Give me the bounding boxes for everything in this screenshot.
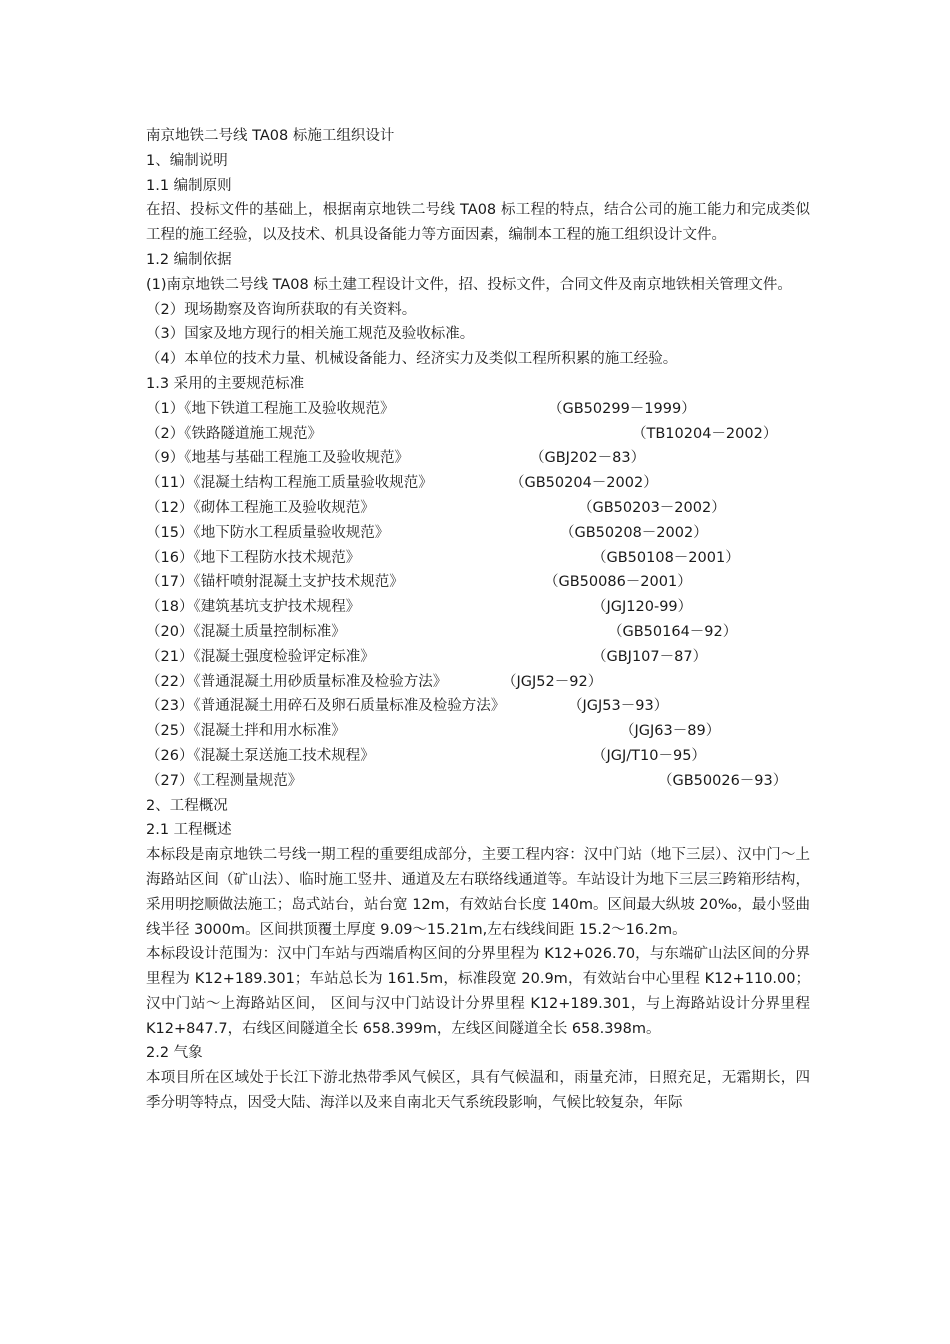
standard-row (146, 670, 810, 695)
standard-row (146, 521, 810, 546)
standard-code: （GBJ107－87） (592, 648, 708, 665)
standard-row (146, 595, 810, 620)
standard-code: （GB50208－2002） (560, 524, 708, 541)
standard-code: （GB50026－93） (658, 772, 788, 789)
standard-row (146, 446, 810, 471)
standard-name: （21）《混凝土强度检验评定标准》 (146, 648, 375, 665)
standard-row (146, 694, 810, 719)
standard-name: （17）《锚杆喷射混凝土支护技术规范》 (146, 574, 404, 591)
subsection-heading: 2.2 气象 (146, 1045, 203, 1062)
standard-row (146, 496, 810, 521)
standard-code: （JGJ63－89） (620, 723, 721, 740)
standard-row (146, 744, 810, 769)
standard-code: （JGJ/T10－95） (592, 747, 706, 764)
standard-code: （GB50204－2002） (510, 475, 658, 492)
standard-name: （25）《混凝土拌和用水标准》 (146, 723, 346, 740)
standard-code: （JGJ53－93） (568, 698, 669, 715)
subsection-heading: 2.1 工程概述 (146, 822, 232, 839)
standard-name: （18）《建筑基坑支护技术规程》 (146, 599, 361, 616)
standard-code: （GB50299－1999） (548, 400, 696, 417)
list-item: （3）国家及地方现行的相关施工规范及验收标准。 (146, 326, 475, 343)
standard-code: （GB50086－2001） (544, 574, 692, 591)
document-page (146, 124, 810, 1116)
standard-code: （JGJ52－92） (502, 673, 603, 690)
document-title: 南京地铁二号线 TA08 标施工组织设计 (146, 128, 395, 144)
standard-code: （GB50108－2001） (592, 549, 740, 566)
subsection-heading: 1.1 编制原则 (146, 177, 232, 194)
standard-row (146, 397, 810, 422)
paragraph: 本项目所在区域处于长江下游北热带季风气候区，具有气候温和，雨量充沛，日照充足，无霜期长，四季分明等特点，因受大陆、海洋以及来自南北天气系统段影响，气候比较复杂，年际 (146, 1070, 810, 1112)
standard-name: （15）《地下防水工程质量验收规范》 (146, 524, 390, 541)
section-heading: 2、工程概况 (146, 797, 228, 814)
subsection-heading: 1.2 编制依据 (146, 251, 232, 268)
standard-code: （GB50164－92） (608, 623, 738, 640)
standard-row (146, 620, 810, 645)
standard-name: （2）《铁路隧道施工规范》 (146, 425, 322, 442)
list-item: （4）本单位的技术力量、机械设备能力、经济实力及类似工程所积累的施工经验。 (146, 351, 678, 368)
standard-row (146, 769, 810, 794)
standard-name: （16）《地下工程防水技术规范》 (146, 549, 361, 566)
standard-row (146, 645, 810, 670)
standards-list (146, 397, 810, 794)
standard-name: （9）《地基与基础工程施工及验收规范》 (146, 450, 409, 467)
section-heading: 1、编制说明 (146, 152, 228, 169)
paragraph: 本标段是南京地铁二号线一期工程的重要组成部分，主要工程内容：汉中门站（地下三层）、汉中门～上海路站区间（矿山法）、临时施工竖井、通道及左右联络线通道等。车站设计为地下三层三跨箱形结构，采用明挖顺做法施工；岛式站台，站台宽 12m，有效站台长度 140m。区间最大纵坡 20‰，最小竖曲线半径 3000m。区间拱顶覆土厚度 9.09～15.21m,左右线线间距 15.2～16.2m。 (146, 847, 810, 938)
standard-row (146, 570, 810, 595)
standard-name: （23）《普通混凝土用碎石及卵石质量标准及检验方法》 (146, 698, 506, 715)
standard-name: （26）《混凝土泵送施工技术规程》 (146, 747, 375, 764)
standard-row (146, 546, 810, 571)
standard-name: （11）《混凝土结构工程施工质量验收规范》 (146, 475, 433, 492)
list-item: (1)南京地铁二号线 TA08 标土建工程设计文件，招、投标文件，合同文件及南京地铁相关管理文件。 (146, 276, 792, 293)
paragraph: 本标段设计范围为：汉中门车站与西端盾构区间的分界里程为 K12+026.70，与东端矿山法区间的分界里程为 K12+189.301；车站总长为 161.5m，标准段宽 20.9m，有效站台中心里程 K12+110.00；汉中门站～上海路站区间， 区间与汉中门站设计分界里程 K12+189.301，与上海路站设计分界里程 K12+847.7，右线区间隧道全长 658.399m，左线区间隧道全长 658.398m。 (146, 946, 810, 1037)
list-item: （2）现场勘察及咨询所获取的有关资料。 (146, 301, 417, 318)
standard-code: （TB10204－2002） (632, 425, 778, 442)
paragraph: 在招、投标文件的基础上，根据南京地铁二号线 TA08 标工程的特点，结合公司的施工能力和完成类似工程的施工经验，以及技术、机具设备能力等方面因素，编制本工程的施工组织设计文件。 (146, 202, 810, 244)
standard-code: （GB50203－2002） (578, 499, 726, 516)
standard-code: （GBJ202－83） (530, 450, 646, 467)
standard-name: （27）《工程测量规范》 (146, 772, 303, 789)
standard-name: （20）《混凝土质量控制标准》 (146, 623, 346, 640)
standard-name: （22）《普通混凝土用砂质量标准及检验方法》 (146, 673, 448, 690)
standard-row (146, 719, 810, 744)
standard-name: （1）《地下铁道工程施工及验收规范》 (146, 400, 395, 417)
standard-name: （12）《砌体工程施工及验收规范》 (146, 499, 375, 516)
standard-code: （JGJ120-99） (592, 599, 693, 616)
standard-row (146, 471, 810, 496)
subsection-heading: 1.3 采用的主要规范标准 (146, 375, 305, 392)
standard-row (146, 422, 810, 447)
